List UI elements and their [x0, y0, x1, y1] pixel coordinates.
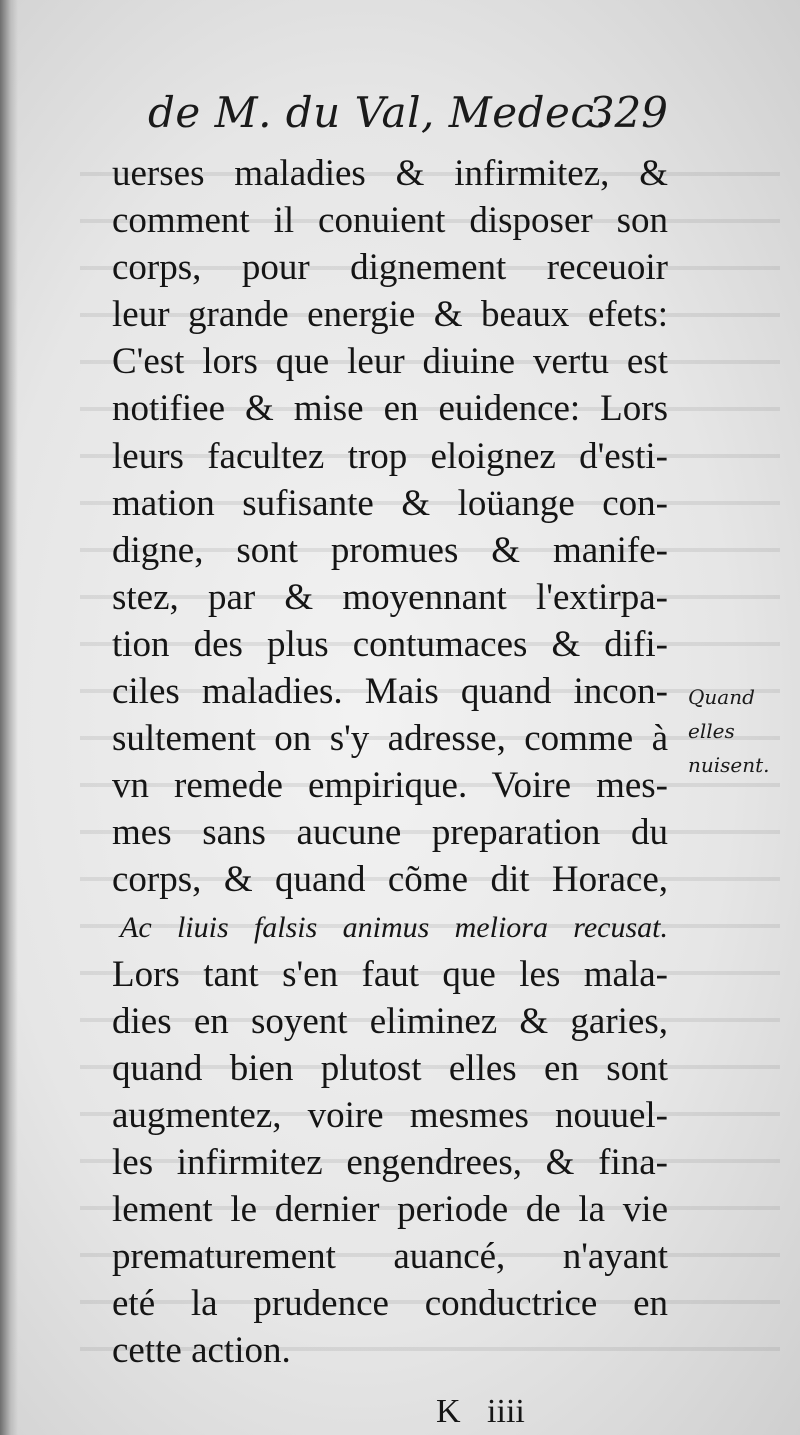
text-line: leurs facultez trop eloignez d'esti- — [112, 435, 668, 477]
body-text — [112, 150, 668, 1374]
marginal-note-line: elles — [688, 719, 735, 743]
running-header — [148, 88, 668, 148]
latin-quote-line: Ac liuis falsis animus meliora recusat. — [120, 910, 668, 944]
text-line: lement le dernier periode de la vie — [112, 1189, 668, 1231]
text-line: ciles maladies. Mais quand incon- — [112, 671, 668, 713]
marginal-note-line: Quand — [688, 685, 755, 709]
text-line: corps, & quand cõme dit Horace, — [112, 859, 668, 901]
text-line: stez, par & moyennant l'extirpa- — [112, 576, 668, 618]
text-line: les infirmitez engendrees, & fina- — [112, 1141, 668, 1183]
text-line: comment il conuient disposer son — [112, 200, 668, 242]
text-line: augmentez, voire mesmes nouuel- — [112, 1094, 668, 1136]
marginal-note — [688, 680, 793, 782]
text-line: uerses maladies & infirmitez, & — [112, 153, 668, 194]
text-line: sultement on s'y adresse, comme à — [112, 718, 668, 760]
text-line: C'est lors que leur diuine vertu est — [112, 341, 668, 383]
page-number: 329 — [587, 88, 668, 137]
text-line: leur grande energie & beaux efets: — [112, 294, 668, 336]
text-line-last: cette action. — [112, 1330, 291, 1372]
text-line: dies en soyent eliminez & garies, — [112, 1000, 668, 1042]
binding-shadow — [0, 0, 18, 1435]
text-line: quand bien plutost elles en sont — [112, 1047, 668, 1089]
signature-mark: K iiii — [436, 1393, 525, 1430]
text-line: prematurement auancé, n'ayant — [112, 1236, 668, 1278]
text-line: mes sans aucune preparation du — [112, 812, 668, 854]
text-line: eté la prudence conductrice en — [112, 1283, 668, 1325]
text-line: notifiee & mise en euidence: Lors — [112, 388, 668, 430]
text-line: corps, pour dignement receuoir — [112, 247, 668, 289]
text-line: tion des plus contumaces & difi- — [112, 623, 668, 665]
text-line: mation sufisante & loüange con- — [112, 482, 668, 524]
text-line: digne, sont promues & manife- — [112, 529, 668, 571]
text-line: Lors tant s'en faut que les mala- — [112, 953, 668, 995]
marginal-note-line: nuisent. — [688, 753, 770, 777]
running-title: de M. du Val, Medec. — [148, 88, 609, 137]
text-line: vn remede empirique. Voire mes- — [112, 765, 668, 807]
